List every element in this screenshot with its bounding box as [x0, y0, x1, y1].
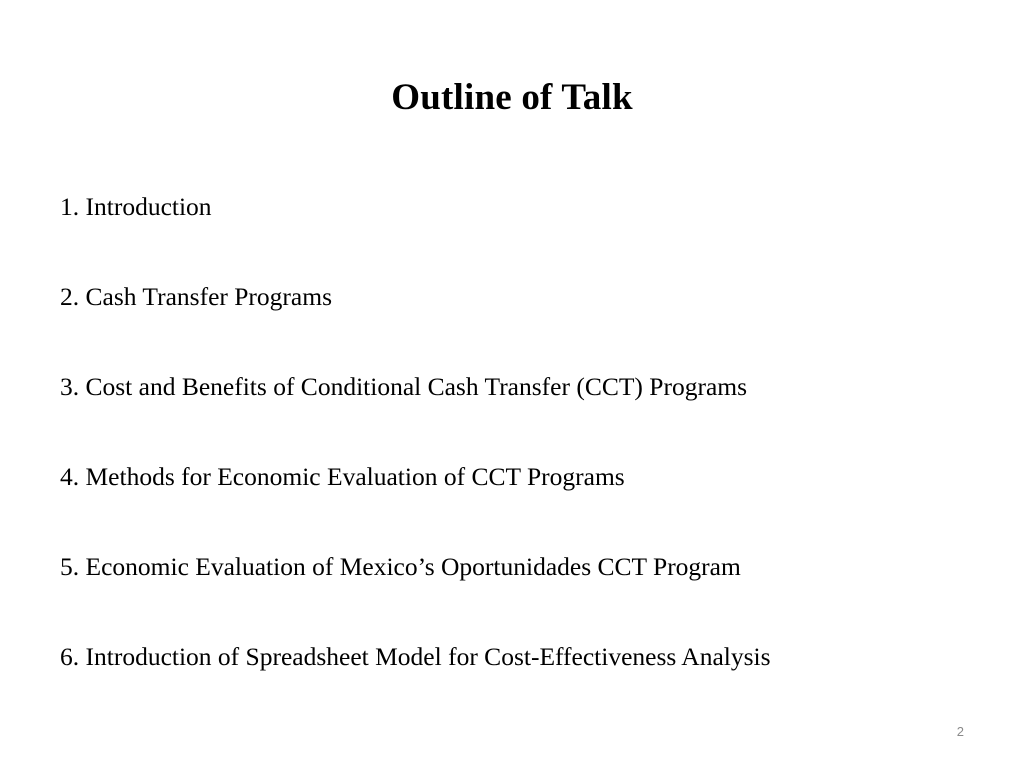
outline-list [60, 186, 771, 726]
outline-item: 6. Introduction of Spreadsheet Model for Cost-Effectiveness Analysis [60, 642, 771, 671]
outline-item: 2. Cash Transfer Programs [60, 282, 332, 311]
outline-item: 4. Methods for Economic Evaluation of CCT Programs [60, 462, 625, 491]
page-number: 2 [956, 724, 964, 739]
outline-item: 3. Cost and Benefits of Conditional Cash Transfer (CCT) Programs [60, 372, 748, 401]
outline-item: 5. Economic Evaluation of Mexico’s Oportunidades CCT Program [60, 552, 741, 581]
outline-item: 1. Introduction [60, 192, 212, 221]
slide-title: Outline of Talk [391, 77, 633, 118]
